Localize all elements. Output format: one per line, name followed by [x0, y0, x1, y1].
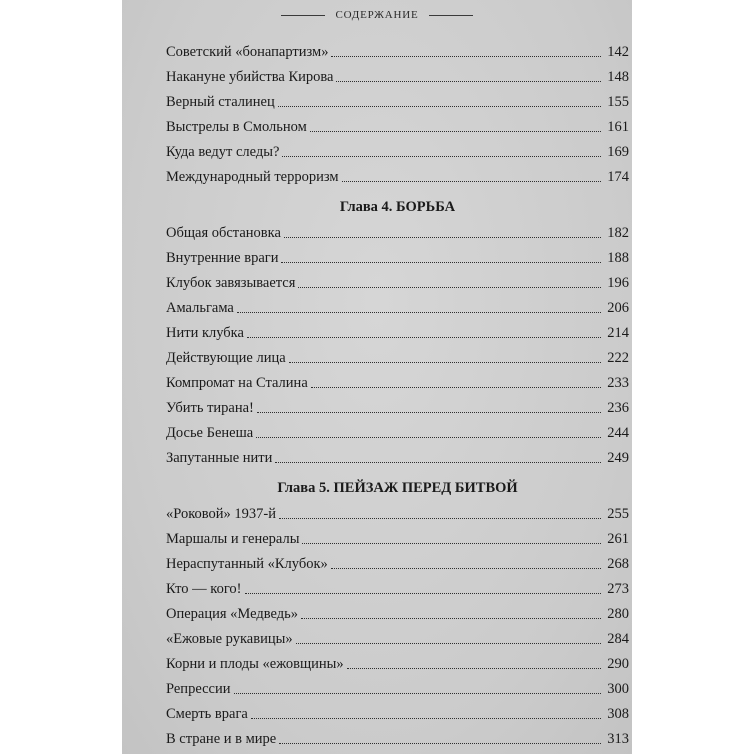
- toc-entry: [166, 138, 629, 160]
- toc-entry-title: Верный сталинец: [166, 94, 275, 110]
- dot-leader: [311, 377, 601, 388]
- toc-entry-page: 148: [607, 69, 629, 85]
- toc-entry-page: 206: [607, 300, 629, 316]
- toc-entry-title: «Ежовые рукавицы»: [166, 631, 293, 647]
- dot-leader: [347, 658, 601, 669]
- toc-entry-page: 268: [607, 556, 629, 572]
- dot-leader: [278, 96, 601, 107]
- toc-entry: [166, 650, 629, 672]
- toc-entry-title: «Роковой» 1937-й: [166, 506, 276, 522]
- dot-leader: [237, 302, 601, 313]
- toc-entry-page: 214: [607, 325, 629, 341]
- running-head: [122, 9, 632, 21]
- toc-entry: [166, 219, 629, 241]
- toc-entry: [166, 88, 629, 110]
- toc-entry-title: Убить тирана!: [166, 400, 254, 416]
- toc-entry-title: Общая обстановка: [166, 225, 281, 241]
- toc-entry-page: 142: [607, 44, 629, 60]
- toc-entry: [166, 163, 629, 185]
- toc-entry-page: 161: [607, 119, 629, 135]
- toc-entry: [166, 344, 629, 366]
- toc-entry-title: Смерть врага: [166, 706, 248, 722]
- toc-entry-title: Выстрелы в Смольном: [166, 119, 307, 135]
- dot-leader: [279, 733, 601, 744]
- dot-leader: [331, 46, 601, 57]
- toc-entry: [166, 294, 629, 316]
- toc-entry-page: 244: [607, 425, 629, 441]
- toc-entry-page: 249: [607, 450, 629, 466]
- toc-entry-page: 284: [607, 631, 629, 647]
- chapter-heading: Глава 5. ПЕЙЗАЖ ПЕРЕД БИТВОЙ: [277, 480, 518, 496]
- toc-entry: [166, 675, 629, 697]
- toc-entry-title: Нити клубка: [166, 325, 244, 341]
- toc-entry-title: Нераспутанный «Клубок»: [166, 556, 328, 572]
- toc-entry: [166, 269, 629, 291]
- toc-entry-page: 261: [607, 531, 629, 547]
- dot-leader: [256, 427, 601, 438]
- dot-leader: [310, 121, 601, 132]
- toc-entry-title: Компромат на Сталина: [166, 375, 308, 391]
- rule-right: [429, 15, 473, 16]
- toc-entry: [166, 444, 629, 466]
- toc-entry: [166, 244, 629, 266]
- toc-entry: [166, 600, 629, 622]
- dot-leader: [342, 171, 601, 182]
- toc-entry-title: Маршалы и генералы: [166, 531, 300, 547]
- toc-entry-page: 290: [607, 656, 629, 672]
- toc-entry-page: 233: [607, 375, 629, 391]
- dot-leader: [275, 452, 601, 463]
- toc-entry: [166, 63, 629, 85]
- toc-entry-page: 222: [607, 350, 629, 366]
- toc-entry-title: Советский «бонапартизм»: [166, 44, 329, 60]
- toc-entry: [166, 369, 629, 391]
- toc-entry-page: 182: [607, 225, 629, 241]
- chapter-heading: Глава 4. БОРЬБА: [339, 199, 456, 215]
- toc-entry-title: В стране и в мире: [166, 731, 277, 747]
- toc-entry-title: Корни и плоды «ежовщины»: [166, 656, 344, 672]
- toc-entry-title: Кто — кого!: [166, 581, 242, 597]
- dot-leader: [247, 327, 601, 338]
- toc-entry-page: 308: [607, 706, 629, 722]
- toc-entry-page: 273: [607, 581, 629, 597]
- toc-entry-page: 313: [607, 731, 629, 747]
- toc-entry-title: Амальгама: [166, 300, 234, 316]
- toc-entry-page: 169: [607, 144, 629, 160]
- toc-entry-title: Клубок завязывается: [166, 275, 296, 291]
- dot-leader: [282, 146, 601, 157]
- toc-entry-title: Внутренние враги: [166, 250, 279, 266]
- dot-leader: [245, 583, 602, 594]
- toc-entry: [166, 625, 629, 647]
- toc-entry: [166, 575, 629, 597]
- toc-entry-page: 255: [607, 506, 629, 522]
- toc-entry: [166, 319, 629, 341]
- toc-entry-title: Накануне убийства Кирова: [166, 69, 334, 85]
- dot-leader: [302, 533, 601, 544]
- toc-entry: [166, 725, 629, 747]
- toc-entry-page: 174: [607, 169, 629, 185]
- dot-leader: [257, 402, 601, 413]
- toc-entry-title: Действующие лица: [166, 350, 286, 366]
- dot-leader: [251, 708, 601, 719]
- toc-entry-title: Международный терроризм: [166, 169, 339, 185]
- dot-leader: [279, 508, 601, 519]
- toc-entry: [166, 38, 629, 60]
- toc-entry-title: Операция «Медведь»: [166, 606, 298, 622]
- dot-leader: [298, 277, 601, 288]
- toc-entry-title: Репрессии: [166, 681, 231, 697]
- dot-leader: [289, 352, 601, 363]
- toc-entry: [166, 700, 629, 722]
- dot-leader: [296, 633, 601, 644]
- dot-leader: [336, 71, 601, 82]
- dot-leader: [234, 683, 601, 694]
- toc-entry-page: 196: [607, 275, 629, 291]
- toc-entry: [166, 113, 629, 135]
- toc-entry: [166, 525, 629, 547]
- dot-leader: [301, 608, 601, 619]
- toc-entry-page: 188: [607, 250, 629, 266]
- toc-entry-title: Куда ведут следы?: [166, 144, 280, 160]
- dot-leader: [281, 252, 601, 263]
- running-head-text: СОДЕРЖАНИЕ: [335, 9, 419, 21]
- toc-entry-page: 300: [607, 681, 629, 697]
- toc-entry-page: 155: [607, 94, 629, 110]
- toc-entry: [166, 500, 629, 522]
- rule-left: [281, 15, 325, 16]
- toc-entry-page: 236: [607, 400, 629, 416]
- toc-entry: [166, 394, 629, 416]
- book-page: [122, 0, 632, 754]
- toc-entry: [166, 550, 629, 572]
- toc-entry-title: Запутанные нити: [166, 450, 273, 466]
- dot-leader: [331, 558, 601, 569]
- dot-leader: [284, 227, 601, 238]
- toc-entry-page: 280: [607, 606, 629, 622]
- toc-entry: [166, 419, 629, 441]
- toc-entry-title: Досье Бенеша: [166, 425, 254, 441]
